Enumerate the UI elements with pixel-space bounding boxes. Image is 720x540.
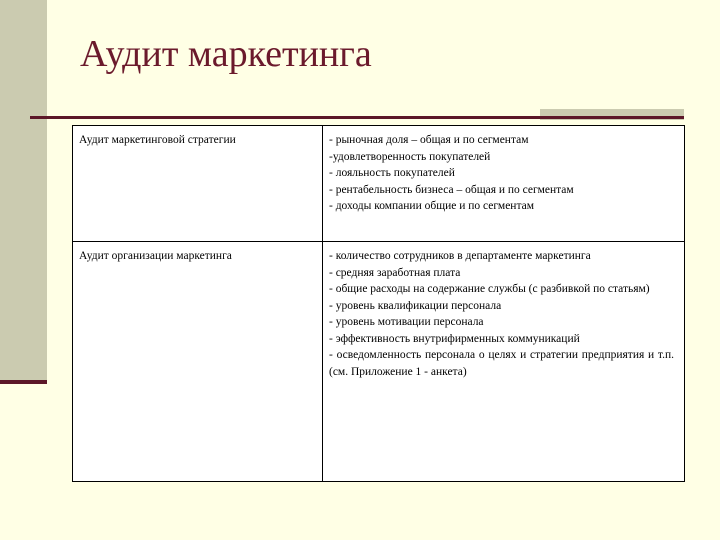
list-item: - рыночная доля – общая и по сегментам	[329, 134, 529, 146]
list-item: -удовлетворенность покупателей	[329, 150, 491, 163]
list-item: - рентабельность бизнеса – общая и по сегментам	[329, 183, 574, 196]
list-item: - уровень квалификации персонала	[329, 299, 502, 312]
row-label-cell: Аудит организации маркетинга	[73, 242, 323, 482]
row-label-cell: Аудит маркетинговой стратегии	[73, 126, 323, 242]
table-row-organization	[73, 242, 685, 482]
title-rule-line	[30, 116, 684, 119]
table-row-strategy	[73, 126, 685, 242]
audit-table	[72, 125, 685, 482]
left-decor-bar	[0, 0, 47, 380]
slide-title: Аудит маркетинга	[80, 33, 372, 75]
row-items-cell	[323, 242, 685, 482]
row-items-cell	[323, 126, 685, 242]
list-item: - осведомленность персонала о целях и стратегии предприятия и т.п. (см. Приложение 1 - анкета)	[329, 349, 674, 378]
list-item: - общие расходы на содержание службы (с разбивкой по статьям)	[329, 283, 650, 295]
list-item: - лояльность покупателей	[329, 167, 455, 179]
list-item: - средняя заработная плата	[329, 266, 461, 279]
list-item: - доходы компании общие и по сегментам	[329, 200, 535, 212]
list-item: - уровень мотивации персонала	[329, 316, 484, 328]
list-item: - количество сотрудников в департаменте маркетинга	[329, 250, 591, 262]
left-decor-line	[0, 380, 47, 384]
list-item: - эффективность внутрифирменных коммуникаций	[329, 332, 580, 345]
